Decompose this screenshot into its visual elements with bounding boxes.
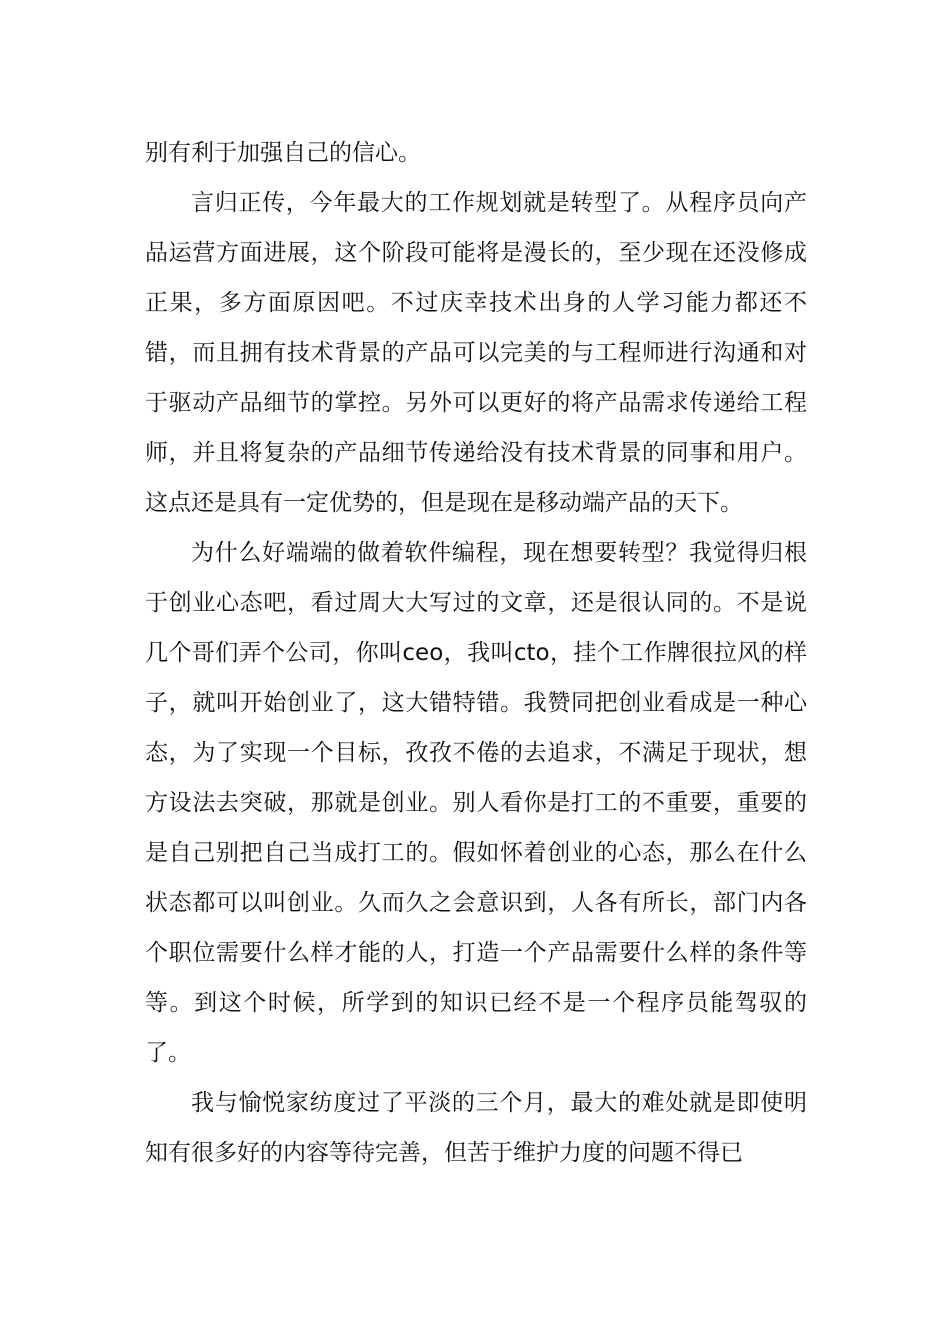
paragraph-entrepreneur-mindset: 为什么好端端的做着软件编程，现在想要转型？我觉得归根于创业心态吧，看过周大大写过的文章，还是很认同的。不是说几个哥们弄个公司，你叫ceo，我叫cto，挂个工作牌很拉风的样子，就叫开始创业了，这大错特错。我赞同把创业看成是一种心态，为了实现一个目标，孜孜不倦的去追求，不满足于现状，想方设法去突破，那就是创业。别人看你是打工的不重要，重要的是自己别把自己当成打工的。假如怀着创业的心态，那么在什么状态都可以叫创业。久而久之会意识到，人各有所长，部门内各个职位需要什么样才能的人，打造一个产品需要什么样的条件等等。到这个时候，所学到的知识已经不是一个程序员能驾驭的了。 [145, 540, 807, 1066]
paragraph-continuation: 别有利于加强自己的信心。 [145, 140, 421, 166]
body-text [145, 128, 807, 1178]
paragraph-three-months: 我与愉悦家纺度过了平淡的三个月，最大的难处就是即使明知有很多好的内容等待完善，但苦于维护力度的问题不得已 [145, 1090, 807, 1166]
paragraph-transition-plan: 言归正传，今年最大的工作规划就是转型了。从程序员向产品运营方面进展，这个阶段可能将是漫长的，至少现在还没修成正果，多方面原因吧。不过庆幸技术出身的人学习能力都还不错，而且拥有技术背景的产品可以完美的与工程师进行沟通和对于驱动产品细节的掌控。另外可以更好的将产品需求传递给工程师，并且将复杂的产品细节传递给没有技术背景的同事和用户。这点还是具有一定优势的，但是现在是移动端产品的天下。 [145, 190, 807, 516]
